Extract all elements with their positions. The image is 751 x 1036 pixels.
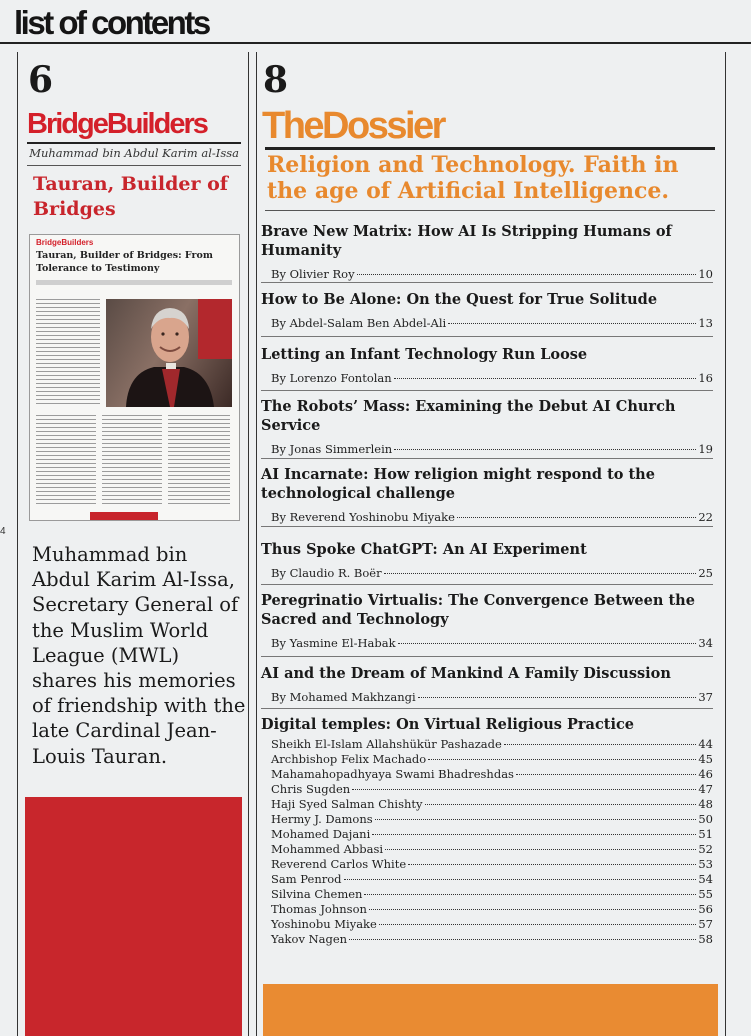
contributor-name: Sheikh El-Islam Allahshükür Pashazade [271, 737, 502, 751]
article-title: AI and the Dream of Mankind A Family Discussion [261, 665, 671, 682]
toc-entry[interactable] [261, 664, 713, 705]
dot-leader [357, 274, 697, 275]
dot-leader [344, 879, 697, 880]
article-page: 34 [698, 636, 713, 650]
article-byline-line [261, 442, 713, 457]
article-page: 37 [698, 690, 713, 704]
temple-entry[interactable] [261, 917, 713, 932]
contributor-page: 53 [698, 857, 713, 871]
contributor-page: 51 [698, 827, 713, 841]
dot-leader [385, 849, 696, 850]
contributor-name: Mohamed Dajani [271, 827, 371, 841]
contributor-page: 45 [698, 752, 713, 766]
article-byline: By Lorenzo Fontolan [271, 371, 392, 385]
temple-entry[interactable] [261, 812, 713, 827]
dot-leader [375, 819, 697, 820]
dot-leader [364, 894, 696, 895]
article-thumbnail[interactable] [29, 234, 240, 521]
article-byline-line [261, 566, 713, 581]
article-byline-line [261, 316, 713, 331]
contributor-page: 46 [698, 767, 713, 781]
side-page-marker: 4 [0, 526, 6, 537]
digital-temples-list [261, 737, 713, 947]
toc-entry[interactable] [261, 465, 713, 525]
article-title: Brave New Matrix: How AI Is Stripping Humans of Humanity [261, 223, 672, 259]
thumbnail-text-col-1 [36, 415, 96, 507]
article-byline-line [261, 690, 713, 705]
article-byline: By Claudio R. Boër [271, 566, 382, 580]
dot-leader [428, 759, 696, 760]
temple-entry[interactable] [261, 872, 713, 887]
toc-divider [261, 282, 713, 283]
contributor-page: 52 [698, 842, 713, 856]
dossier-rule [265, 147, 715, 150]
dot-leader [448, 323, 696, 324]
toc-divider [261, 656, 713, 657]
contributor-name: Reverend Carlos White [271, 857, 407, 871]
article-title: Thus Spoke ChatGPT: An AI Experiment [261, 541, 587, 558]
contributor-page: 57 [698, 917, 713, 931]
temple-entry[interactable] [261, 842, 713, 857]
dossier-page-number[interactable]: 8 [263, 59, 289, 101]
contributor-name: Thomas Johnson [271, 902, 367, 916]
toc-divider [261, 336, 713, 337]
temple-entry[interactable] [261, 767, 713, 782]
dot-leader [369, 909, 696, 910]
toc-entry[interactable] [261, 290, 713, 331]
dot-leader [418, 697, 697, 698]
contributor-page: 56 [698, 902, 713, 916]
dot-leader [352, 789, 696, 790]
article-page: 16 [698, 371, 713, 385]
bridge-builders-headline[interactable]: Tauran, Builder of Bridges [33, 173, 228, 220]
bridge-builders-summary: Muhammad bin Abdul Karim Al-Issa, Secretary General of the Muslim World League (MWL) shares his memories of friendship with the late Cardinal Jean-Louis Tauran. [32, 543, 246, 768]
bridge-builders-column [17, 52, 249, 1036]
contributor-page: 50 [698, 812, 713, 826]
article-byline: By Jonas Simmerlein [271, 442, 393, 456]
article-byline: By Mohamed Makhzangi [271, 690, 416, 704]
article-title: Letting an Infant Technology Run Loose [261, 346, 588, 363]
bridge-builders-author: Muhammad bin Abdul Karim al-Issa [29, 146, 239, 160]
dot-leader [408, 864, 696, 865]
article-page: 22 [698, 510, 713, 524]
article-title: The Robots’ Mass: Examining the Debut AI Church Service [261, 398, 676, 434]
temple-entry[interactable] [261, 902, 713, 917]
dossier-rule-thin [265, 210, 715, 211]
red-color-block [25, 797, 242, 1036]
toc-entry[interactable] [261, 397, 713, 457]
title-rule [0, 42, 751, 44]
toc-entry[interactable] [261, 591, 713, 651]
dossier-column [256, 52, 726, 1036]
toc-divider [261, 584, 713, 585]
bridge-builders-rule-thin [27, 165, 241, 166]
toc-entry[interactable] [261, 540, 713, 581]
contributor-name: Mahamahopadhyaya Swami Bhadreshdas [271, 767, 514, 781]
contributor-name: Silvina Chemen [271, 887, 363, 901]
dot-leader [457, 517, 696, 518]
contributor-name: Yoshinobu Miyake [271, 917, 377, 931]
dossier-headline[interactable]: Religion and Technology. Faith in the age of Artificial Intelligence. [267, 152, 679, 204]
dot-leader [425, 804, 697, 805]
article-byline-line [261, 510, 713, 525]
dot-leader [372, 834, 696, 835]
temple-entry[interactable] [261, 887, 713, 902]
temple-entry[interactable] [261, 857, 713, 872]
article-byline: By Abdel-Salam Ben Abdel-Ali [271, 316, 447, 330]
bridge-builders-logo: BridgeBuilders [27, 108, 207, 140]
dot-leader [349, 939, 696, 940]
contributor-name: Archbishop Felix Machado [271, 752, 427, 766]
toc-divider [261, 390, 713, 391]
article-byline-line [261, 267, 713, 282]
thumbnail-rule [36, 280, 232, 285]
temple-entry[interactable] [261, 782, 713, 797]
toc-entry[interactable] [261, 222, 713, 282]
article-title: Peregrinatio Virtualis: The Convergence Between the Sacred and Technology [261, 592, 695, 628]
dot-leader [394, 378, 697, 379]
dot-leader [398, 643, 697, 644]
thumbnail-text-col-2 [102, 415, 162, 507]
temple-entry[interactable] [261, 752, 713, 767]
article-page: 19 [698, 442, 713, 456]
toc-divider [261, 708, 713, 709]
contributor-page: 48 [698, 797, 713, 811]
thumbnail-logo: BridgeBuilders [36, 238, 94, 247]
dot-leader [504, 744, 697, 745]
page-title: list of contents [14, 4, 209, 41]
thumbnail-title: Tauran, Builder of Bridges: From Tolerance to Testimony [36, 250, 213, 274]
article-byline: By Yasmine El-Habak [271, 636, 396, 650]
contributor-name: Hermy J. Damons [271, 812, 373, 826]
temple-entry[interactable] [261, 737, 713, 752]
thumbnail-text-column [36, 299, 100, 407]
temple-entry[interactable] [261, 797, 713, 812]
article-title: How to Be Alone: On the Quest for True Solitude [261, 291, 658, 308]
bridge-builders-rule [27, 142, 241, 144]
cardinal-photo-illustration [106, 299, 232, 407]
digital-temples-title[interactable]: Digital temples: On Virtual Religious Practice [261, 716, 635, 733]
article-byline: By Reverend Yoshinobu Miyake [271, 510, 455, 524]
article-byline-line [261, 371, 713, 386]
contributor-page: 44 [698, 737, 713, 751]
article-title: AI Incarnate: How religion might respond to the technological challenge [261, 466, 655, 502]
contributor-page: 54 [698, 872, 713, 886]
dot-leader [384, 573, 697, 574]
toc-divider [261, 526, 713, 527]
article-byline: By Olivier Roy [271, 267, 355, 281]
contributor-page: 58 [698, 932, 713, 946]
digital-temples-section [261, 715, 713, 947]
dot-leader [379, 924, 697, 925]
dot-leader [394, 449, 696, 450]
toc-divider [261, 458, 713, 459]
article-byline-line [261, 636, 713, 651]
cardinal-photo [106, 299, 232, 407]
toc-entry[interactable] [261, 345, 713, 386]
article-page: 13 [698, 316, 713, 330]
bridge-builders-page-number[interactable]: 6 [28, 59, 54, 101]
article-page: 10 [698, 267, 713, 281]
thumbnail-text-col-3 [168, 415, 230, 507]
contributor-name: Yakov Nagen [271, 932, 348, 946]
dossier-logo: TheDossier [262, 105, 444, 147]
temple-entry[interactable] [261, 827, 713, 842]
dot-leader [516, 774, 696, 775]
thumbnail-red-bar [90, 512, 158, 520]
orange-color-block [263, 984, 718, 1036]
article-page: 25 [698, 566, 713, 580]
contributor-page: 55 [698, 887, 713, 901]
contributor-name: Chris Sugden [271, 782, 351, 796]
contributor-name: Haji Syed Salman Chishty [271, 797, 423, 811]
contributor-name: Sam Penrod [271, 872, 342, 886]
contributor-page: 47 [698, 782, 713, 796]
temple-entry[interactable] [261, 932, 713, 947]
contributor-name: Mohammed Abbasi [271, 842, 384, 856]
